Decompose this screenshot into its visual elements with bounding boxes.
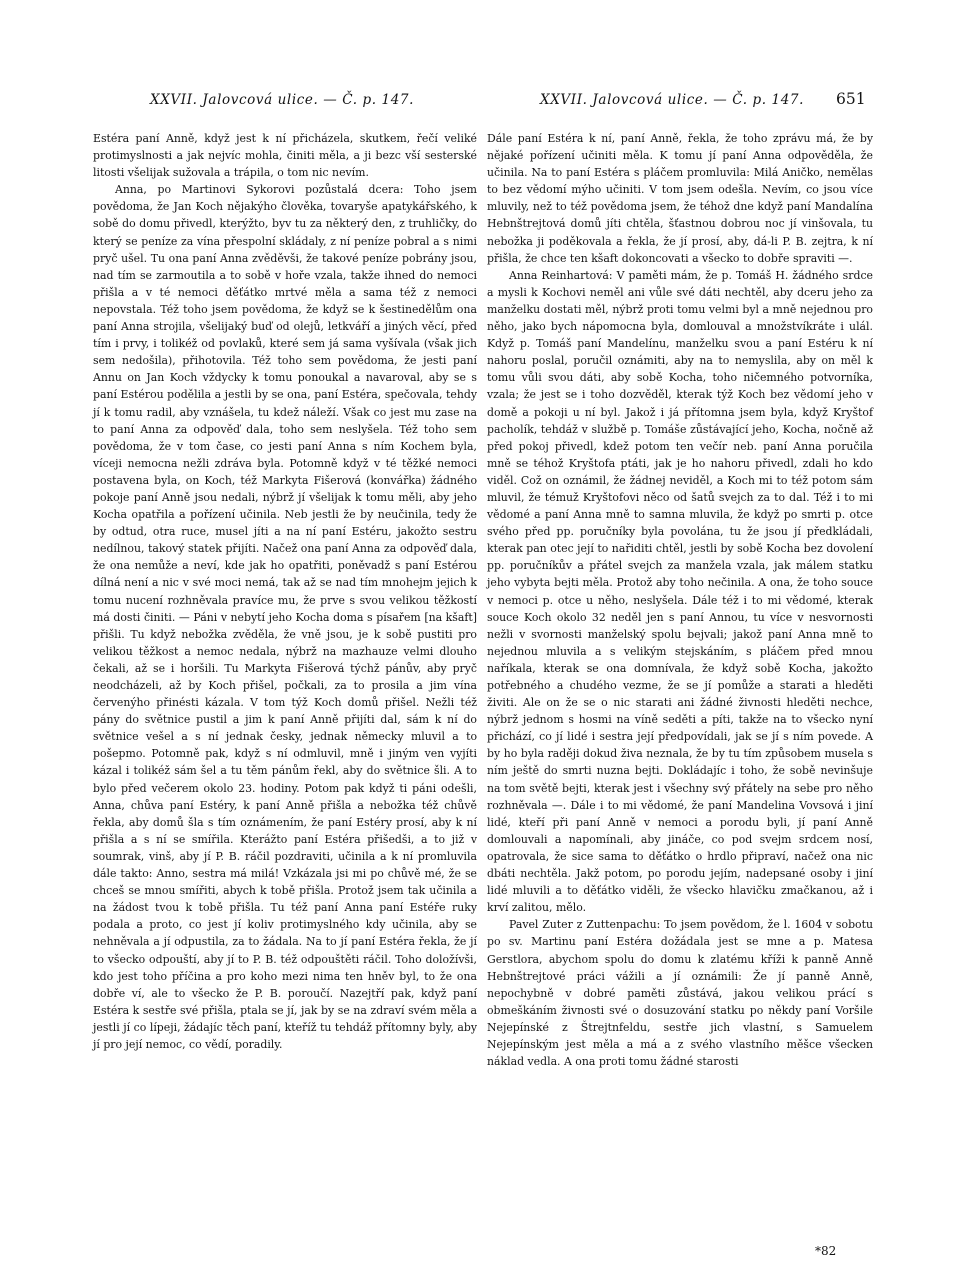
left-text-column bbox=[93, 130, 477, 1053]
right-text-column bbox=[487, 130, 873, 1070]
running-head-right: XXVII. Jalovcová ulice. — Č. p. 147. bbox=[540, 92, 804, 108]
paragraph: Dále paní Estéra k ní, paní Anně, řekla, že toho zprávu má, že by nějaké pořízení učiniti měla. K tomu jí paní Anna odpověděla, že učinila. Na to paní Estéra s pláčem promluvila: Milá Aničko, nemělas to bez vědomí mýho učiniti. V tom jsem odešla. Nevím, co jsou více mluvily, než to též povědoma jsem, že téhož dne když paní Mandalína Hebnštrejtová domů jíti chtěla, šťastnou dobrou noc jí vinšovala, tu nebožka ji poděkovala a řekla, že jí prosí, aby, dá-li P. B. zejtra, k ní přišla, že chce ten kšaft dokoncovati a všecko to dobře spraviti —. bbox=[487, 132, 873, 265]
paragraph: Anna Reinhartová: V paměti mám, že p. Tomáš H. žádného srdce a mysli k Kochovi neměl ani vůle své dáti nechtěl, aby dceru jeho za manželku dostati měl, nýbrž proti tomu velmi byl a mně nejednou pro něho, jako bych nápomocna byla, domlouval a množstvíkráte i ulál. Když p. Tomáš paní Mandelínu, manželku svou a paní Estéru k ní nahoru poslal, poručil oznámiti, aby na to nemyslila, aby on měl k tomu vůli svou dáti, aby sobě Kocha, toho ničemného potvorníka, vzala; že jest se i toho dozvěděl, kterak týž Koch bez vědomí jeho v domě a pokoji u ní byl. Jakož i já přítomna jsem byla, když Kryštof pacholík, tehdáž v službě p. Tomáše zůstávající jeho, Kocha, nočně až před pokoj přivedl, kdež potom ten večír neb. paní Anna poručila mně se téhož Kryštofa ptáti, jak je ho nahoru přivedl, zdali ho kdo viděl. Což on oznámil, že žádnej neviděl, a Koch mi to též potom sám mluvil, že témuž Kryštofovi něco od šatů svejch za to dal. Též i to mi vědomé a paní Anna mně to samna mluvila, že když po smrti p. otce svého před pp. poručníky byla povolána, tu že jsou jí předkládali, kterak pan otec její to nařiditi chtěl, jestli by sobě Kocha bez dovolení pp. poručníkův a přátel svejch za manžela vzala, jak málem statku jeho vybyta bejti měla. Protož aby toho nečinila. A ona, že toho souce v nemoci p. otce u něho, neslyšela. Dále též i to mi vědomé, kterak souce Koch okolo 32 neděl jen s paní Annou, tu více v nesvornosti nežli v svornosti manželský spolu bejvali; jakož paní Anna mně to nejednou mluvila a s velikým stejskáním, s pláčem před mnou naříkala, kterak se ona domnívala, že když sobě Kocha, jakožto potřebného a chudého vezme, že se jí pomůže a starati a hleděti živiti. Ale on že se o nic starati ani žádné živnosti hleděti nechce, nýbrž jednom s hosmi na víně seděti a píti, takže na to všecko nyní přichází, co jí lidé i sestra její předpovídali, jak se jí s ním povede. A by ho byla raději dokud živa neznala, že by tu tím způsobem musela s ním ještě do smrti nuzna bejti. Dokládajíc i toho, že sobě nevinšuje na tom světě bejti, kterak jest i všechny svý přátely na sebe pro něho rozhněvala —. Dále i to mi vědomé, že paní Mandelina Vovsová i jiní lidé, kteří při paní Anně v nemoci a porodu byli, jí paní Anně domlouvali a napomínali, aby jináče, co pod svejm srdcem nosí, opatrovala, že sice sama to děťátko o hrdlo připraví, načež ona nic dbáti nechtěla. Jakž potom, po porodu jejím, nadepsané osoby i jiní lidé mluvili a to děťátko viděli, že všecko hlavičku zmačkanou, až i krví zalitou, mělo. bbox=[487, 268, 873, 915]
page-number: 651 bbox=[836, 90, 866, 108]
paragraph: Estéra paní Anně, když jest k ní přicházela, skutkem, řečí veliké protimyslnosti a jak nejvíc mohla, činiti měla, a ji bezc vší sesterské litosti všelijak sužovala a trápila, o tom nic nevím. bbox=[93, 132, 477, 180]
paragraph: Anna, po Martinovi Sykorovi pozůstalá dcera: Toho jsem povědoma, že Jan Koch nějakýho člověka, tovaryše apatykářského, k sobě do domu přivedl, kterýžto, byv tu za některý den, z truhličky, do který se peníze za vína přespolní skládaly, z ní peníze pobral a s nimi pryč ušel. Tu ona paní Anna zvěděvši, že takové peníze pobrány jsou, nad tím se zarmoutila a to sobě v hoře vzala, takže ihned do nemoci přišla a v té nemoci děťátko mrtvé měla a sama též z nemoci nepovstala. Též toho jsem povědoma, že když se k šestinedělům ona paní Anna strojila, všelijaký buď od olejů, letkváří a jiných věcí, před tím i prvy, i tolikéž od povlaků, které sem já sama vyšívala (však jich sem nedošila), přihotovila. Též toho sem povědoma, že jesti paní Annu on Jan Koch vždycky k tomu ponoukal a navaroval, aby se s paní Estérou podělila a jestli by se ona, paní Estéra, spečovala, tehdy jí k tomu radil, aby vznášela, tu kdež náleží. Však co jest mu zase na to paní Anna za odpověď dala, toho sem neslyšela. Též toho sem povědoma, že v tom čase, co jesti paní Anna s ním Kochem byla, víceji nemocna nežli zdráva byla. Potomně když v té těžké nemoci postavena byla, on Koch, též Markyta Fišerová (konvářka) žádného pokoje paní Anně jsou nedali, nýbrž jí všelijak k tomu měli, aby jeho Kocha opatřila a pořízení učinila. Neb jestli že by neučinila, tedy že by odtud, otra ruce, musel jíti a na ní paní Estéru, jakožto sestru nedílnou, takový statek přijíti. Načež ona paní Anna za odpověď dala, že ona nemůže a neví, kde jak ho opatřiti, poněvadž s paní Estérou dílná není a nic v své moci nemá, tak až se nad tím mnohejm jejich k tomu nucení rozhněvala pravíce mu, že prve s svou velikou těžkostí má dosti činiti. — Páni v nebytí jeho Kocha doma s písařem [na kšaft] přišli. Tu když nebožka zvěděla, že vně jsou, je k sobě pustiti pro velikou těžkost a nemoc nedala, nýbrž na mazhauze velmi dlouho čekali, až se i horšili. Tu Markyta Fišerová týchž pánův, aby pryč neodcházeli, až by Koch přišel, počkali, za to prosila a jim vína červenýho přinésti kázala. V tom týž Koch domů přišel. Nežli též pány do světnice pustil a jim k paní Anně přijíti dal, sám k ní do světnice vešel a s ní jednak česky, jednak německy mluvil a to pošepmo. Potomně pak, když s ní odmluvil, mně i jiným ven vyjíti kázal i tolikéž sám šel a tu těm pánům řekl, aby do světnice šli. A to bylo před večerem okolo 23. hodiny. Potom pak když ti páni odešli, Anna, chůva paní Estéry, k paní Anně přišla a nebožka též chůvě řekla, aby domů šla s tím oznámením, že paní Estéry prosí, aby k ní přišla a s ní se smířila. Kterážto paní Estéra přišedši, a to již v soumrak, vinš, aby jí P. B. ráčil pozdraviti, učinila a k ní promluvila dále takto: Anno, sestra má milá! Vzkázala jsi mi po chůvě mé, že se chceš se mnou smířiti, abych k tobě přišla. Protož jsem tak učinila a na žádost tvou k tobě přišla. Tu též paní Anna paní Estéře ruky podala a proto, co jest jí koliv protimyslného kdy učinila, aby se nehněvala a jí odpustila, za to žádala. Na to jí paní Estéra řekla, že jí to všecko odpouští, aby jí to P. B. též odpouštěti ráčil. Toho doložívši, kdo jest toho příčina a pro koho mezi nima ten hněv byl, to že ona dobře ví, ale to všecko že P. B. poroučí. Nazejtří pak, když paní Estéra k sestře své přišla, ptala se jí, jak by se na zdraví svém měla a jestli jí co lípeji, žádajíc těch paní, kteříž tu tehdáž přítomny byly, aby jí pro její nemoc, co vědí, poradily. bbox=[93, 183, 477, 1051]
running-head-left: XXVII. Jalovcová ulice. — Č. p. 147. bbox=[150, 92, 414, 108]
signature-mark: *82 bbox=[815, 1244, 837, 1258]
paragraph: Pavel Zuter z Zuttenpachu: To jsem povědom, že l. 1604 v sobotu po sv. Martinu paní Estéra dožádala jest se mne a p. Matesa Gerstlora, abychom spolu do domu k zlatému kříži k panně Anně Hebnštrejtové práci vážili a jí oznámili: Že jí panně Anně, nepochybně v dobré paměti zůstává, jakou velikou prácí s obmeškáním živnosti své o dosuzování statku po někdy paní Voršile Nejepínské z Štrejtnfeldu, sestře jich vlastní, s Samuelem Nejepínským jest měla a má a z svého vlastního měšce všecken náklad vedla. A ona proti tomu žádné starosti bbox=[487, 918, 873, 1069]
